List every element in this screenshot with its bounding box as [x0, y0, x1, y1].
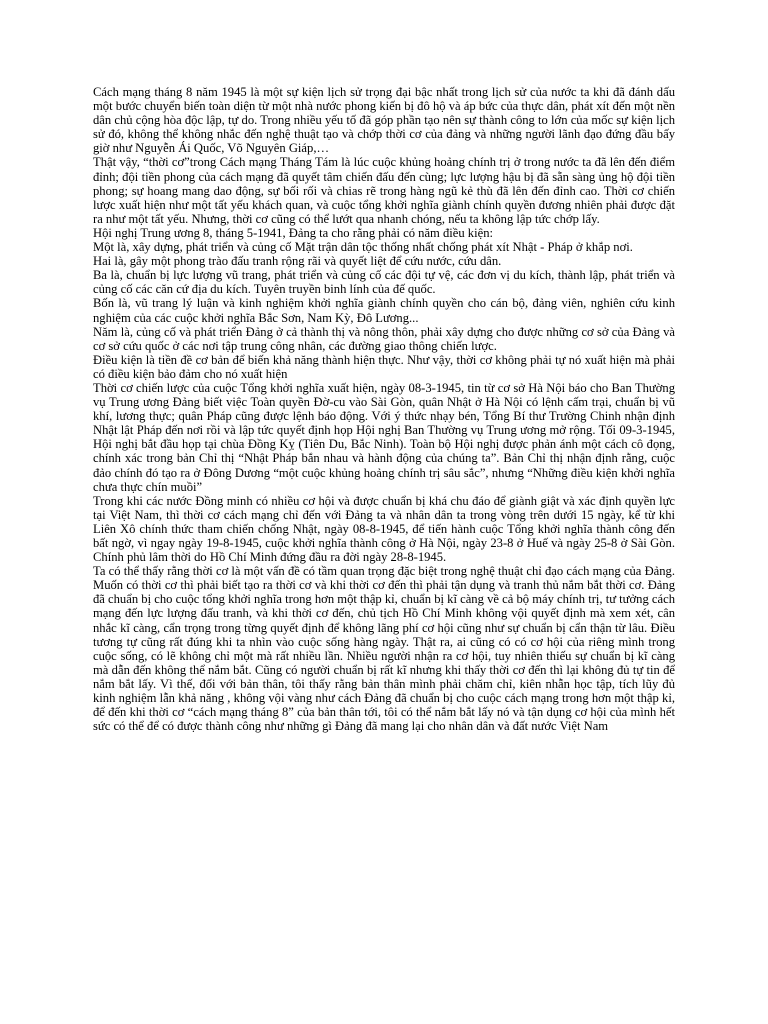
paragraph-allies-comparison: Trong khi các nước Đồng minh có nhiều cơ hội và được chuẩn bị khá chu đáo để giành giật và xác định quyền lực tại Việt Nam, thì thời cơ cách mạng chỉ đến với Đảng ta và nhân dân ta trong vòng trên dưới 15 ngày, kể từ khi Liên Xô chính thức tham chiến chống Nhật, ngày 08-8-1945, để tiến hành cuộc Tổng khởi nghĩa thành công đến bất ngờ, vì ngay ngày 19-8-1945, cuộc khởi nghĩa thành công ở Hà Nội, ngày 23-8 ở Huế và ngày 25-8 ở Sài Gòn. Chính phủ lâm thời do Hồ Chí Minh đứng đầu ra đời ngày 28-8-1945.	[93, 493, 675, 565]
document-body	[93, 85, 675, 733]
paragraph-strategic-opportunity: Thời cơ chiến lược của cuộc Tổng khởi nghĩa xuất hiện, ngày 08-3-1945, tin từ cơ sở Hà Nội báo cho Ban Thường vụ Trung ương Đảng biết việc Toàn quyền Đờ-cu vào Sài Gòn, quân Nhật ở Hà Nội có lệnh cấm trại, chuẩn bị vũ khí, lương thực; quân Pháp cũng được lệnh báo động. Với ý thức nhạy bén, Tổng Bí thư Trường Chinh nhận định Nhật lật Pháp đến nơi rồi và lập tức quyết định họp Hội nghị Ban Thường vụ Trung ương mở rộng. Tối 09-3-1945, Hội nghị bắt đầu họp tại chùa Đồng Kỵ (Tiên Du, Bắc Ninh). Toàn bộ Hội nghị được phản ánh một cách cô đọng, chính xác trong bản Chỉ thị “Nhật Pháp bắn nhau và hành động của chúng ta”. Bản Chỉ thị nhận định rằng, cuộc đảo chính đó tạo ra ở Đông Dương “một cuộc khủng hoảng chính trị sâu sắc”, nhưng “Những điều kiện khởi nghĩa chưa thực chín muồi”	[93, 380, 675, 494]
paragraph-condition-3: Ba là, chuẩn bị lực lượng vũ trang, phát triển và củng cố các đội tự vệ, các đơn vị du kích, thành lập, phát triển và củng cố các căn cứ địa du kích. Tuyên truyền binh lính của đế quốc.	[93, 268, 675, 297]
paragraph-intro: Cách mạng tháng 8 năm 1945 là một sự kiện lịch sử trọng đại bậc nhất trong lịch sử của nước ta khi đã đánh dấu một bước chuyển biến toàn diện từ một nhà nước phong kiến bị đô hộ và áp bức của thực dân, phát xít đến một nền dân chủ cộng hòa độc lập, tự do. Trong nhiều yếu tố đã góp phần tạo nên sự thành công to lớn của mốc sự kiện lịch sử đó, không thể không nhắc đến nghệ thuật tạo và chớp thời cơ của đảng và những người lãnh đạo đứng đầu bấy giờ như Nguyễn Ái Quốc, Võ Nguyên Giáp,…	[93, 85, 675, 156]
paragraph-condition-2: Hai là, gây một phong trào đấu tranh rộng rãi và quyết liệt để cứu nước, cứu dân.	[93, 254, 502, 269]
paragraph-thoi-co-definition: Thật vậy, “thời cơ”trong Cách mạng Tháng Tám là lúc cuộc khủng hoảng chính trị ở trong nước ta đã lên đến điểm đỉnh; đội tiền phong của cách mạng đã quyết tâm chiến đấu đến cùng; lực lượng hậu bị đã sẵn sàng ủng hộ đội tiền phong; sự hoang mang dao động, sự bối rối và chias rẽ trong hàng ngũ kẻ thù đã lên đến đỉnh cao. Thời cơ chiến lược xuất hiện như một tất yếu khách quan, và cuộc tổng khởi nghĩa giành chính quyền đương nhiên phải được đặt ra như một tất yếu. Nhưng, thời cơ cũng có thể lướt qua nhanh chóng, nếu ta không lập tức chớp lấy.	[93, 155, 675, 226]
paragraph-conditions-summary: Điều kiện là tiền đề cơ bản để biến khả năng thành hiện thực. Như vậy, thời cơ không phải tự nó xuất hiện mà phải có điều kiện bảo đảm cho nó xuất hiện	[93, 352, 675, 381]
paragraph-condition-1: Một là, xây dựng, phát triển và củng cố Mặt trận dân tộc thống nhất chống phát xít Nhật - Pháp ở khắp nơi.	[93, 240, 633, 255]
paragraph-conditions-intro: Hội nghị Trung ương 8, tháng 5-1941, Đảng ta cho rằng phải có năm điều kiện:	[93, 225, 493, 240]
paragraph-condition-4: Bốn là, vũ trang lý luận và kinh nghiệm khởi nghĩa giành chính quyền cho cán bộ, đảng viên, nghiên cứu kinh nghiệm của các cuộc khởi nghĩa Bắc Sơn, Nam Kỳ, Đô Lương...	[93, 296, 675, 325]
paragraph-condition-5: Năm là, củng cố và phát triển Đảng ở cả thành thị và nông thôn, phải xây dựng cho được những cơ sở của Đảng và cơ sở cứu quốc ở các nơi tập trung công nhân, các đường giao thông chiến lược.	[93, 324, 675, 353]
paragraph-conclusion: Ta có thể thấy rằng thời cơ là một vấn đề có tầm quan trọng đặc biệt trong nghệ thuật chỉ đạo cách mạng của Đảng. Muốn có thời cơ thì phải biết tạo ra thời cơ và khi thời cơ đến thì phải tận dụng và tranh thủ nắm bắt thời cơ. Đảng đã chuẩn bị cho cuộc tổng khởi nghĩa trong hơn một thập kỉ, chuẩn bị kĩ càng về cả bộ máy chính trị, tư tưởng cách mạng đến lực lượng đấu tranh, và khi thời cơ đến, chủ tịch Hồ Chí Minh không vội quyết định mà xem xét, cân nhắc kĩ càng, cẩn trọng trong từng quyết định để không lãng phí cơ hội cũng như sự chuẩn bị cẩn thận từ lâu. Điều tương tự cũng rất đúng khi ta nhìn vào cuộc sống hàng ngày. Thật ra, ai cũng có có cơ hội của riêng mình trong cuộc sống, có lẽ không chỉ một mà rất nhiều lần. Nhiều người nhận ra cơ hội, tuy nhiên thiếu sự chuẩn bị kĩ càng mà dẫn đến không thể nắm bắt. Cũng có người chuẩn bị rất kĩ nhưng khi thấy thời cơ đến thì lại không đủ tự tin để nắm bắt lấy. Vì thế, đối với bản thân, tôi thấy rằng bản thân mình phải chăm chỉ, kiên nhẫn học tập, tích lũy đủ kinh nghiệm lẫn khả năng , không vội vàng như cách Đảng đã chuẩn bị cho cuộc cách mạng trong hơn một thập kỉ, để đến khi thời cơ “cách mạng tháng 8” của bản thân tới, tôi có thể nắm bắt lấy nó và tận dụng cơ hội của mình hết sức có thể để có được thành công như những gì Đảng đã mang lại cho nhân dân và đất nước Việt Nam	[93, 564, 675, 734]
